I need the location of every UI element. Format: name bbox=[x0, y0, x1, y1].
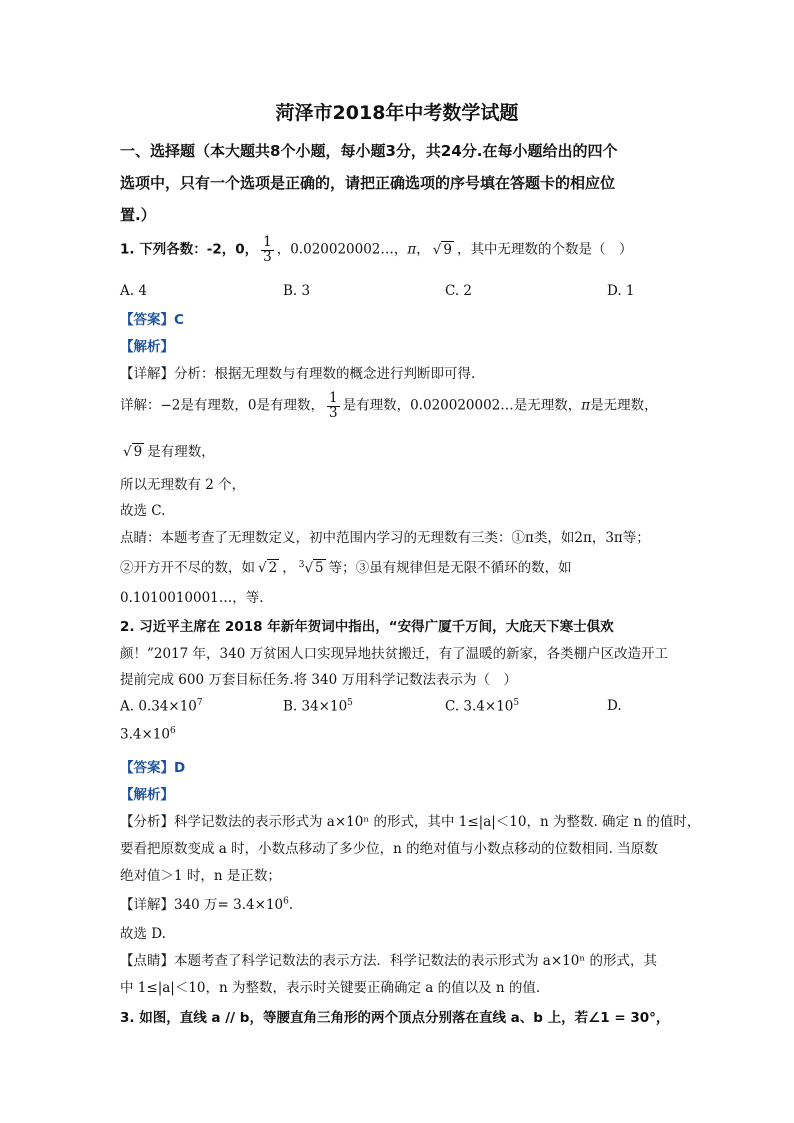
q1-sqrt-val: 9 bbox=[443, 241, 452, 258]
q1-note-cbrt5: $^3$√ 5 bbox=[298, 559, 324, 576]
q2-detail-exp: 6 bbox=[283, 896, 289, 907]
q3-stem-line-1: 3. 如图，直线 a // b，等腰直角三角形的两个顶点分别落在直线 a、b 上，若∠1 = 30°， bbox=[120, 1010, 670, 1026]
q1-sep: ， bbox=[416, 241, 430, 258]
q2-fenxi-1: 【分析】科学记数法的表示形式为 a×10ⁿ 的形式，其中 1≤|a|＜10，n 为整数. 确定 n 的值时， bbox=[120, 814, 701, 830]
q2-stem-line-1: 2. 习近平主席在 2018 年新年贺词中指出，“安得广厦千万间，大庇天下寒士俱欢 bbox=[120, 619, 614, 635]
q1-frac-num: 1 bbox=[263, 234, 272, 250]
q1-stem-lead: 1. 下列各数：-2，0， bbox=[120, 241, 259, 258]
q2-detail-text: 【详解】340 万= 3.4×10 bbox=[120, 897, 284, 913]
q2-note-2: 中 1≤|a|＜10，n 为整数，表示时关键要正确确定 a 的值以及 n 的值. bbox=[120, 980, 541, 996]
q2-answer: 【答案】D bbox=[120, 760, 186, 776]
q2-option-a bbox=[120, 698, 203, 715]
q1-detail-sqrt: √ 9 bbox=[123, 444, 143, 460]
q2-option-d-value bbox=[120, 726, 176, 743]
q1-note-3: 0.1010010001…，等. bbox=[120, 590, 264, 606]
q1-note-2 bbox=[120, 556, 680, 576]
q1-note-2e: 等；③虽有规律但是无限不循环的数，如 bbox=[328, 560, 572, 576]
q1-detail-3-text: 是有理数， bbox=[147, 444, 215, 460]
q2-fenxi-2: 要看把原数变成 a 时，小数点移动了多少位，n 的绝对值与小数点移动的位数相同. 当原数 bbox=[120, 841, 658, 857]
q1-option-c: C. 2 bbox=[445, 283, 473, 299]
q1-note-2c: ， bbox=[282, 560, 296, 576]
q2-option-c-text: C. 3.4×10 bbox=[445, 698, 514, 715]
q1-detail-fraction bbox=[327, 392, 340, 420]
q2-option-d-exp: 6 bbox=[169, 726, 176, 736]
q1-detail-frac-num: 1 bbox=[329, 390, 338, 406]
q1-detail-4: 所以无理数有 2 个， bbox=[120, 477, 246, 493]
q1-detail-sqrt-val: 9 bbox=[133, 444, 143, 460]
q2-fenxi-3: 绝对值＞1 时，n 是正数； bbox=[120, 868, 281, 884]
q2-stem-line-2: 颜！”2017 年，340 万贫困人口实现异地扶贫搬迁，有了温暖的新家，各类棚户区改造开工 bbox=[120, 646, 669, 662]
section-heading-line-3: 置.） bbox=[120, 206, 156, 224]
section-heading-line-2: 选项中，只有一个选项是正确的，请把正确选项的序号填在答题卡的相应位 bbox=[120, 174, 616, 192]
q1-answer: 【答案】C bbox=[120, 312, 184, 328]
q2-option-c bbox=[445, 698, 519, 715]
q2-choose: 故选 D. bbox=[120, 926, 166, 942]
q1-detail-2b: 是有理数，0.020020002…是无理数， bbox=[342, 397, 582, 414]
q2-note-1: 【点睛】本题考查了科学记数法的表示方法．科学记数法的表示形式为 a×10ⁿ 的形式，其 bbox=[120, 953, 657, 969]
q1-fraction bbox=[261, 236, 274, 264]
q2-detail-end: . bbox=[288, 897, 294, 913]
q1-stem bbox=[120, 236, 680, 264]
q1-note-2a: ②开方开不尽的数，如 bbox=[120, 560, 255, 576]
q1-detail-1: 【详解】分析：根据无理数与有理数的概念进行判断即可得. bbox=[120, 366, 476, 382]
q1-note-sqrt2: √ 2 bbox=[258, 560, 278, 576]
q1-stem-tail: ，其中无理数的个数是（ ） bbox=[456, 241, 633, 258]
q1-note-1: 点睛：本题考查了无理数定义，初中范围内学习的无理数有三类：①π类，如2π，3π等； bbox=[120, 530, 650, 546]
q2-option-c-exp: 5 bbox=[513, 698, 520, 708]
q2-option-b-text: B. 34×10 bbox=[283, 698, 348, 715]
q1-detail-5: 故选 C. bbox=[120, 503, 166, 519]
page-title: 菏泽市2018年中考数学试题 bbox=[275, 102, 519, 124]
section-heading-line-1: 一、选择题（本大题共8个小题，每小题3分，共24分.在每小题给出的四个 bbox=[120, 142, 618, 160]
q2-option-b bbox=[283, 698, 353, 715]
q1-detail-pi: π bbox=[581, 397, 591, 414]
q1-detail-2 bbox=[120, 392, 680, 420]
q2-option-d: D. bbox=[607, 698, 622, 714]
q2-option-a-exp: 7 bbox=[196, 698, 203, 708]
q1-sqrt: √ 9 bbox=[432, 241, 452, 258]
q1-frac-den: 3 bbox=[263, 248, 272, 265]
q1-detail-frac-den: 3 bbox=[329, 404, 338, 421]
q2-detail bbox=[120, 893, 680, 913]
q2-analysis-heading: 【解析】 bbox=[120, 787, 174, 803]
q1-note-sqrt2-val: 2 bbox=[268, 560, 278, 576]
q1-pi: π bbox=[407, 241, 417, 258]
q1-option-a: A. 4 bbox=[120, 283, 147, 299]
q1-note-cbrt5-val: 5 bbox=[315, 560, 324, 576]
q2-stem-line-3: 提前完成 600 万套目标任务.将 340 万用科学记数法表示为（ ） bbox=[120, 672, 517, 688]
q1-option-d: D. 1 bbox=[607, 283, 635, 299]
q2-option-d-text: 3.4×10 bbox=[120, 726, 170, 743]
q2-option-a-text: A. 0.34×10 bbox=[120, 698, 197, 715]
q2-option-b-exp: 5 bbox=[347, 698, 353, 708]
q1-detail-2d: 是无理数， bbox=[590, 397, 658, 414]
q1-stem-mid: ，0.020020002…， bbox=[276, 241, 408, 258]
q1-detail-2a: 详解：−2是有理数，0是有理数， bbox=[120, 397, 324, 414]
q1-analysis-heading: 【解析】 bbox=[120, 339, 174, 355]
q1-detail-3 bbox=[120, 440, 680, 460]
q1-option-b: B. 3 bbox=[283, 283, 311, 299]
